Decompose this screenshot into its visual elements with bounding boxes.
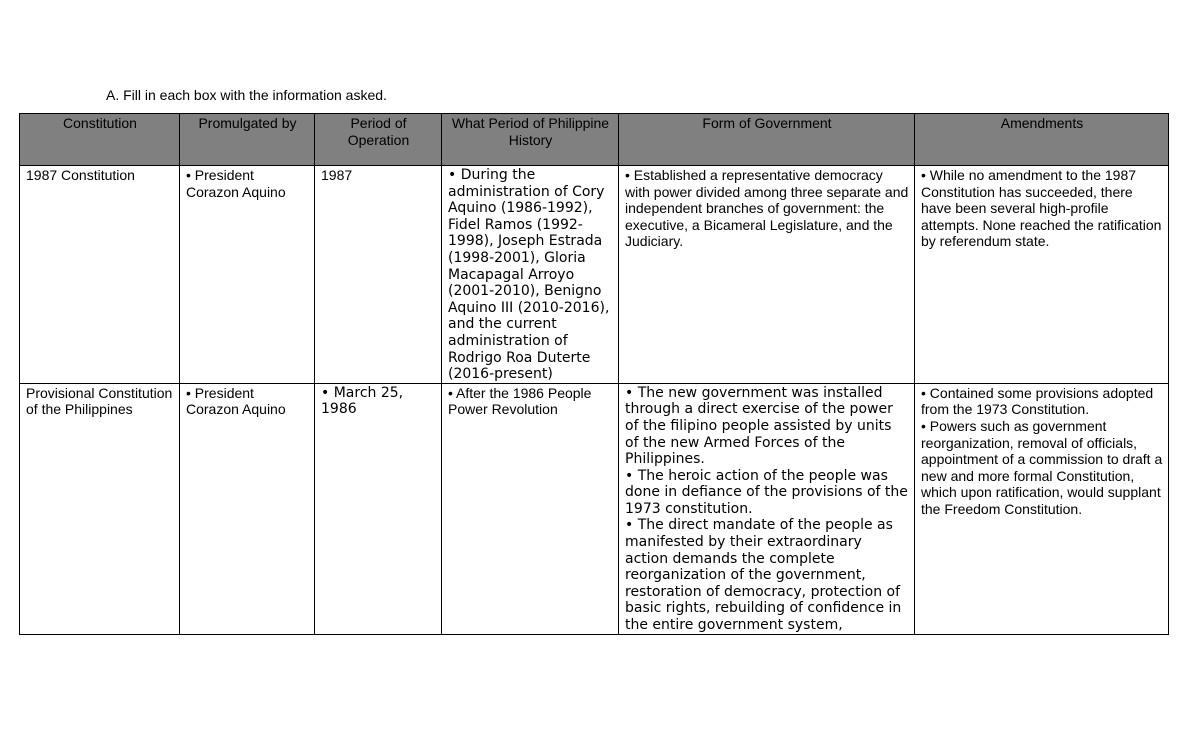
cell-constitution: 1987 Constitution xyxy=(20,166,180,384)
cell-form-of-government xyxy=(619,383,915,634)
cell-promulgated-by: • President Corazon Aquino xyxy=(180,383,315,634)
cell-period-of-history: • After the 1986 People Power Revolution xyxy=(442,383,619,634)
amendments-paragraph: • Contained some provisions adopted from the 1973 Constitution. xyxy=(921,384,1154,418)
form-of-government-paragraph: • The heroic action of the people was done in defiance of the provisions of the 1973 constitution. xyxy=(625,467,908,517)
header-constitution: Constitution xyxy=(20,114,180,166)
cell-period-of-operation: 1987 xyxy=(315,166,442,384)
header-amendments: Amendments xyxy=(915,114,1169,166)
header-period-of-history: What Period of Philippine History xyxy=(442,114,619,166)
header-form-of-government: Form of Government xyxy=(619,114,915,166)
instruction-text: A. Fill in each box with the information asked. xyxy=(106,87,387,103)
cell-period-of-operation: • March 25, 1986 xyxy=(315,383,442,634)
cell-amendments xyxy=(915,383,1169,634)
form-of-government-paragraph: • The new government was installed through a direct exercise of the power of the filipino people assisted by units of the new Armed Forces of the Philippines. xyxy=(625,384,893,468)
header-row xyxy=(20,114,1169,166)
cell-amendments: • While no amendment to the 1987 Constitution has succeeded, there have been several high-profile attempts. None reached the ratification by referendum state. xyxy=(915,166,1169,384)
constitution-table xyxy=(19,113,1169,635)
header-period-of-operation: Period of Operation xyxy=(315,114,442,166)
amendments-paragraph: • Powers such as government reorganization, removal of officials, appointment of a commission to draft a new and more formal Constitution, which upon ratification, would supplant the Freedom Constitution. xyxy=(921,417,1163,517)
cell-constitution: Provisional Constitution of the Philippines xyxy=(20,383,180,634)
cell-promulgated-by: • President Corazon Aquino xyxy=(180,166,315,384)
table-row xyxy=(20,166,1169,384)
form-of-government-paragraph: • The direct mandate of the people as manifested by their extraordinary action demands the complete reorganization of the government, restoration of democracy, protection of basic rights, rebuilding of confidence in the entire government system, xyxy=(625,517,902,634)
table-row xyxy=(20,383,1169,634)
cell-form-of-government: • Established a representative democracy with power divided among three separate and independent branches of government: the executive, a Bicameral Legislature, and the Judiciary. xyxy=(619,166,915,384)
header-promulgated-by: Promulgated by xyxy=(180,114,315,166)
cell-period-of-history: • During the administration of Cory Aquino (1986-1992), Fidel Ramos (1992-1998), Joseph Estrada (1998-2001), Gloria Macapagal Arroyo (2001-2010), Benigno Aquino III (2010-2016), and the current administration of Rodrigo Roa Duterte (2016-present) xyxy=(442,166,619,384)
